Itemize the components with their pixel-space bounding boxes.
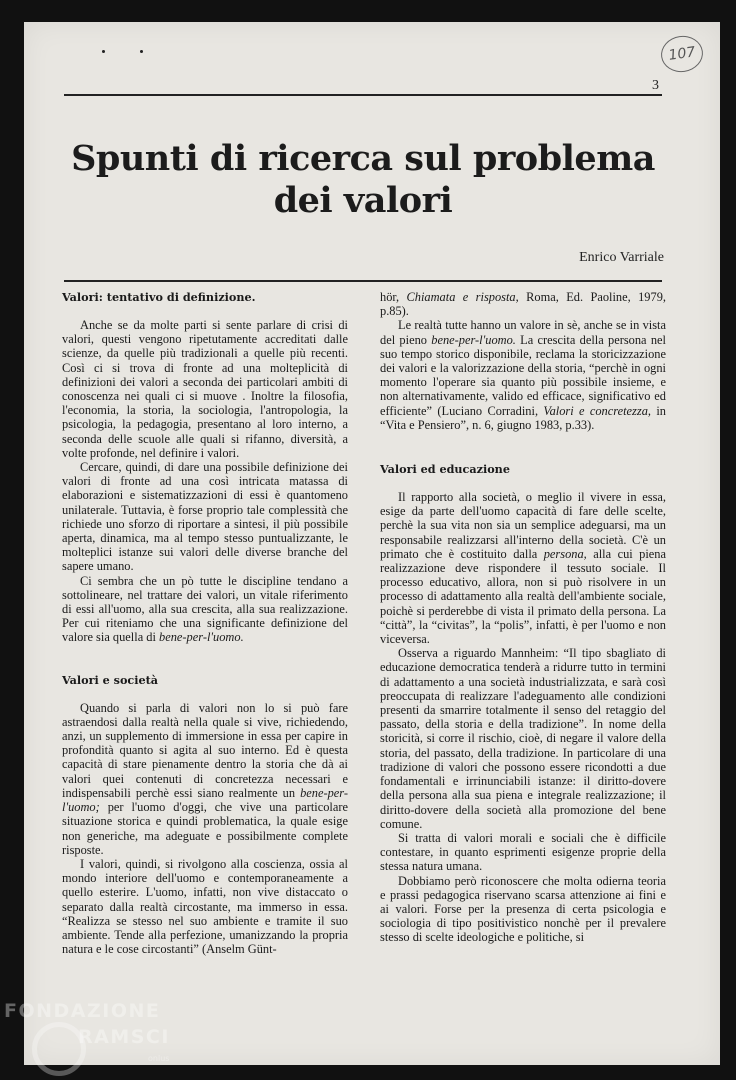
emphasis: bene-per-l'uomo. <box>159 630 244 645</box>
paragraph-text: in “Vita e Pensiero”, n. 6, giugno 1983, p.33). <box>380 403 666 432</box>
page-number: 3 <box>652 78 659 93</box>
paragraph-text: Quando si parla di valori non lo si può fare astraendosi dalla realtà nella quale si vive, richiedendo, anzi, un supplemento di immersione in essa per capire in profondità quanto si agita al suo interno. Ed è questa capacità di stare pienamente dentro la storia che dà ai valori quei contenuti di concretezza necessari e indispensabili perchè essi siano realmente un <box>62 700 348 800</box>
paragraph: Dobbiamo però riconoscere che molta odierna teoria e prassi pedagogica riservano scarsa attenzione ai fini e ai valori. Forse per la presenza di certa psicologia e sociologia di tipo positivistico nonchè per il prevalere stesso di scelte ideologiche e politiche, si <box>380 873 666 945</box>
emphasis: bene-per-l'uomo. <box>431 332 516 347</box>
speck <box>102 50 105 53</box>
title-line-2: dei valori <box>273 180 453 221</box>
paragraph: I valori, quindi, si rivolgono alla coscienza, ossia al mondo interiore dell'uomo e contemporaneamente a quello esterire. L'uomo, infatti, non vive distaccato o separato dalla realtà circostante, ma immerso in essa. “Realizza se stesso nel suo ambiente e tramite il suo ambiente. Tende alla perfezione, umanizzando la propria natura e le cose circostanti” (Anselm Günt- <box>62 856 348 957</box>
right-column <box>380 290 666 945</box>
paragraph-text: hör, <box>380 290 407 304</box>
watermark-subtitle: onlus <box>148 1054 170 1063</box>
paragraph-text: Le realtà tutte hanno un valore in sè, anche se in vista del pieno <box>380 318 666 347</box>
document-page <box>24 22 720 1065</box>
emphasis: bene-per-l'uomo; <box>62 785 348 815</box>
section-heading-definizione: Valori: tentativo di definizione. <box>62 290 256 304</box>
author: Enrico Varriale <box>579 250 664 265</box>
paragraph <box>380 318 666 432</box>
speck <box>140 50 143 53</box>
watermark-logo-text: FONDAZIONE <box>4 1000 161 1022</box>
paragraph-text: alla cui piena realizzazione deve rispondere il tessuto sociale. Il processo educativo, allora, non si può risolvere in un processo di adattamento alla realtà dell'ambiente sociale, poichè si perderebbe di vista il primato della persona. La “città”, la “civitas”, la “polis”, infatti, è per l'uomo e non viceversa. <box>380 546 666 647</box>
paragraph-text: Ci sembra che un pò tutte le discipline tendano a sottolineare, nel trattare dei valori, un vitale riferimento di essi all'uomo, alla sua crescita, alla sua realizzazione. Per cui riteniamo che una significante definizione del valore sia quella di <box>62 573 348 645</box>
paragraph-text: Il rapporto alla società, o meglio il vivere in essa, esige da parte dell'uomo capacità di fare delle scelte, perchè la sua vita non sia un semplice adeguarsi, ma un responsabile realizzarsi all'interno della società. C'è un primato che è costituito dalla <box>380 490 666 561</box>
title-line-1: Spunti di ricerca sul problema <box>71 138 655 179</box>
paragraph-text: per l'uomo d'oggi, che vive una particolare situazione storica e quindi problematica, la quale esige non generiche, ma adeguate e possibilmente complete risposte. <box>62 800 348 857</box>
paragraph <box>62 574 348 645</box>
paragraph: Cercare, quindi, di dare una possibile definizione dei valori di fronte ad una così intricata matassa di elaborazioni e sistematizzazioni di essi è quantomeno unilaterale. Tuttavia, è forse proprio tale complessità che richiede uno sforzo di riportare a sintesi, il più possibile aperta, dinamica, ma al tempo stesso puntualizzante, le molteplici istanze sui valori delle diverse branche del sapere umano. <box>62 460 348 574</box>
archive-number-stamp: 107 <box>659 33 706 74</box>
top-rule <box>64 94 662 96</box>
paragraph: Osserva a riguardo Mannheim: “Il tipo sbagliato di educazione democratica tenderà a ridurre tutto in termini di adattamento a una società industrializzata, e sarà così preoccupata di realizzare l'adeguamento alle condizioni presenti da smarrire totalmente il senso del retaggio del passato, della storia e della tradizione”. In nome della storicità, si corre il rischio, cioè, di negare il valore della storia, del passato, della tradizione. In particolare di una tradizione di valori che possono essere ricondotti a due fondamentali e irrinunciabili istanze: il diritto-dovere della persona alla sua piena e integrale realizzazione; il diritto-dovere della società alla promozione del bene comune. <box>380 646 666 831</box>
emphasis: Valori e concretezza, <box>543 403 651 418</box>
paragraph: Anche se da molte parti si sente parlare di crisi di valori, questi vengono ripetutamente accreditati dalle scienze, da quelle più tradizionali a quelle più recenti. Così ci si trova di fronte ad una molteplicità di definizioni dei valori a seconda dei particolari ambiti di conoscenza nei quali ci si muove . Inoltre la filosofia, l'economia, la storia, la sociologia, l'antropologia, la psicologia, la pedagogia, presentano al loro interno, a seconda delle scuole alle quali si rifanno, diversità, a volte profonde, nel definire i valori. <box>62 318 348 460</box>
watermark-logo-text-2: RAMSCI <box>78 1026 170 1048</box>
section-heading-societa: Valori e società <box>62 672 159 687</box>
section-heading-educazione: Valori ed educazione <box>380 462 510 477</box>
paragraph-text: La crescita della persona nel suo tempo storico disponibile, reclama la storicizzazione dei valori e la valorizzazione della storia, “perchè in ogni momento l'operare sia quanto più possibile insieme, e non alternativamente, valido ed efficace, significativo ed efficiente” (Luciano Corradini, <box>380 332 666 418</box>
emphasis: Chiamata e risposta, <box>406 290 519 304</box>
paragraph-continuation <box>380 290 666 318</box>
paragraph <box>380 490 666 646</box>
emphasis: persona, <box>543 546 587 561</box>
paragraph: Si tratta di valori morali e sociali che è difficile contestare, in quanto esprimenti esigenze proprie della stessa natura umana. <box>380 830 666 874</box>
paragraph-text: Roma, Ed. Paoline, 1979, p.85). <box>380 290 666 319</box>
paragraph <box>62 701 348 857</box>
page-title <box>64 138 662 222</box>
title-rule <box>64 280 662 282</box>
left-column <box>62 290 348 956</box>
